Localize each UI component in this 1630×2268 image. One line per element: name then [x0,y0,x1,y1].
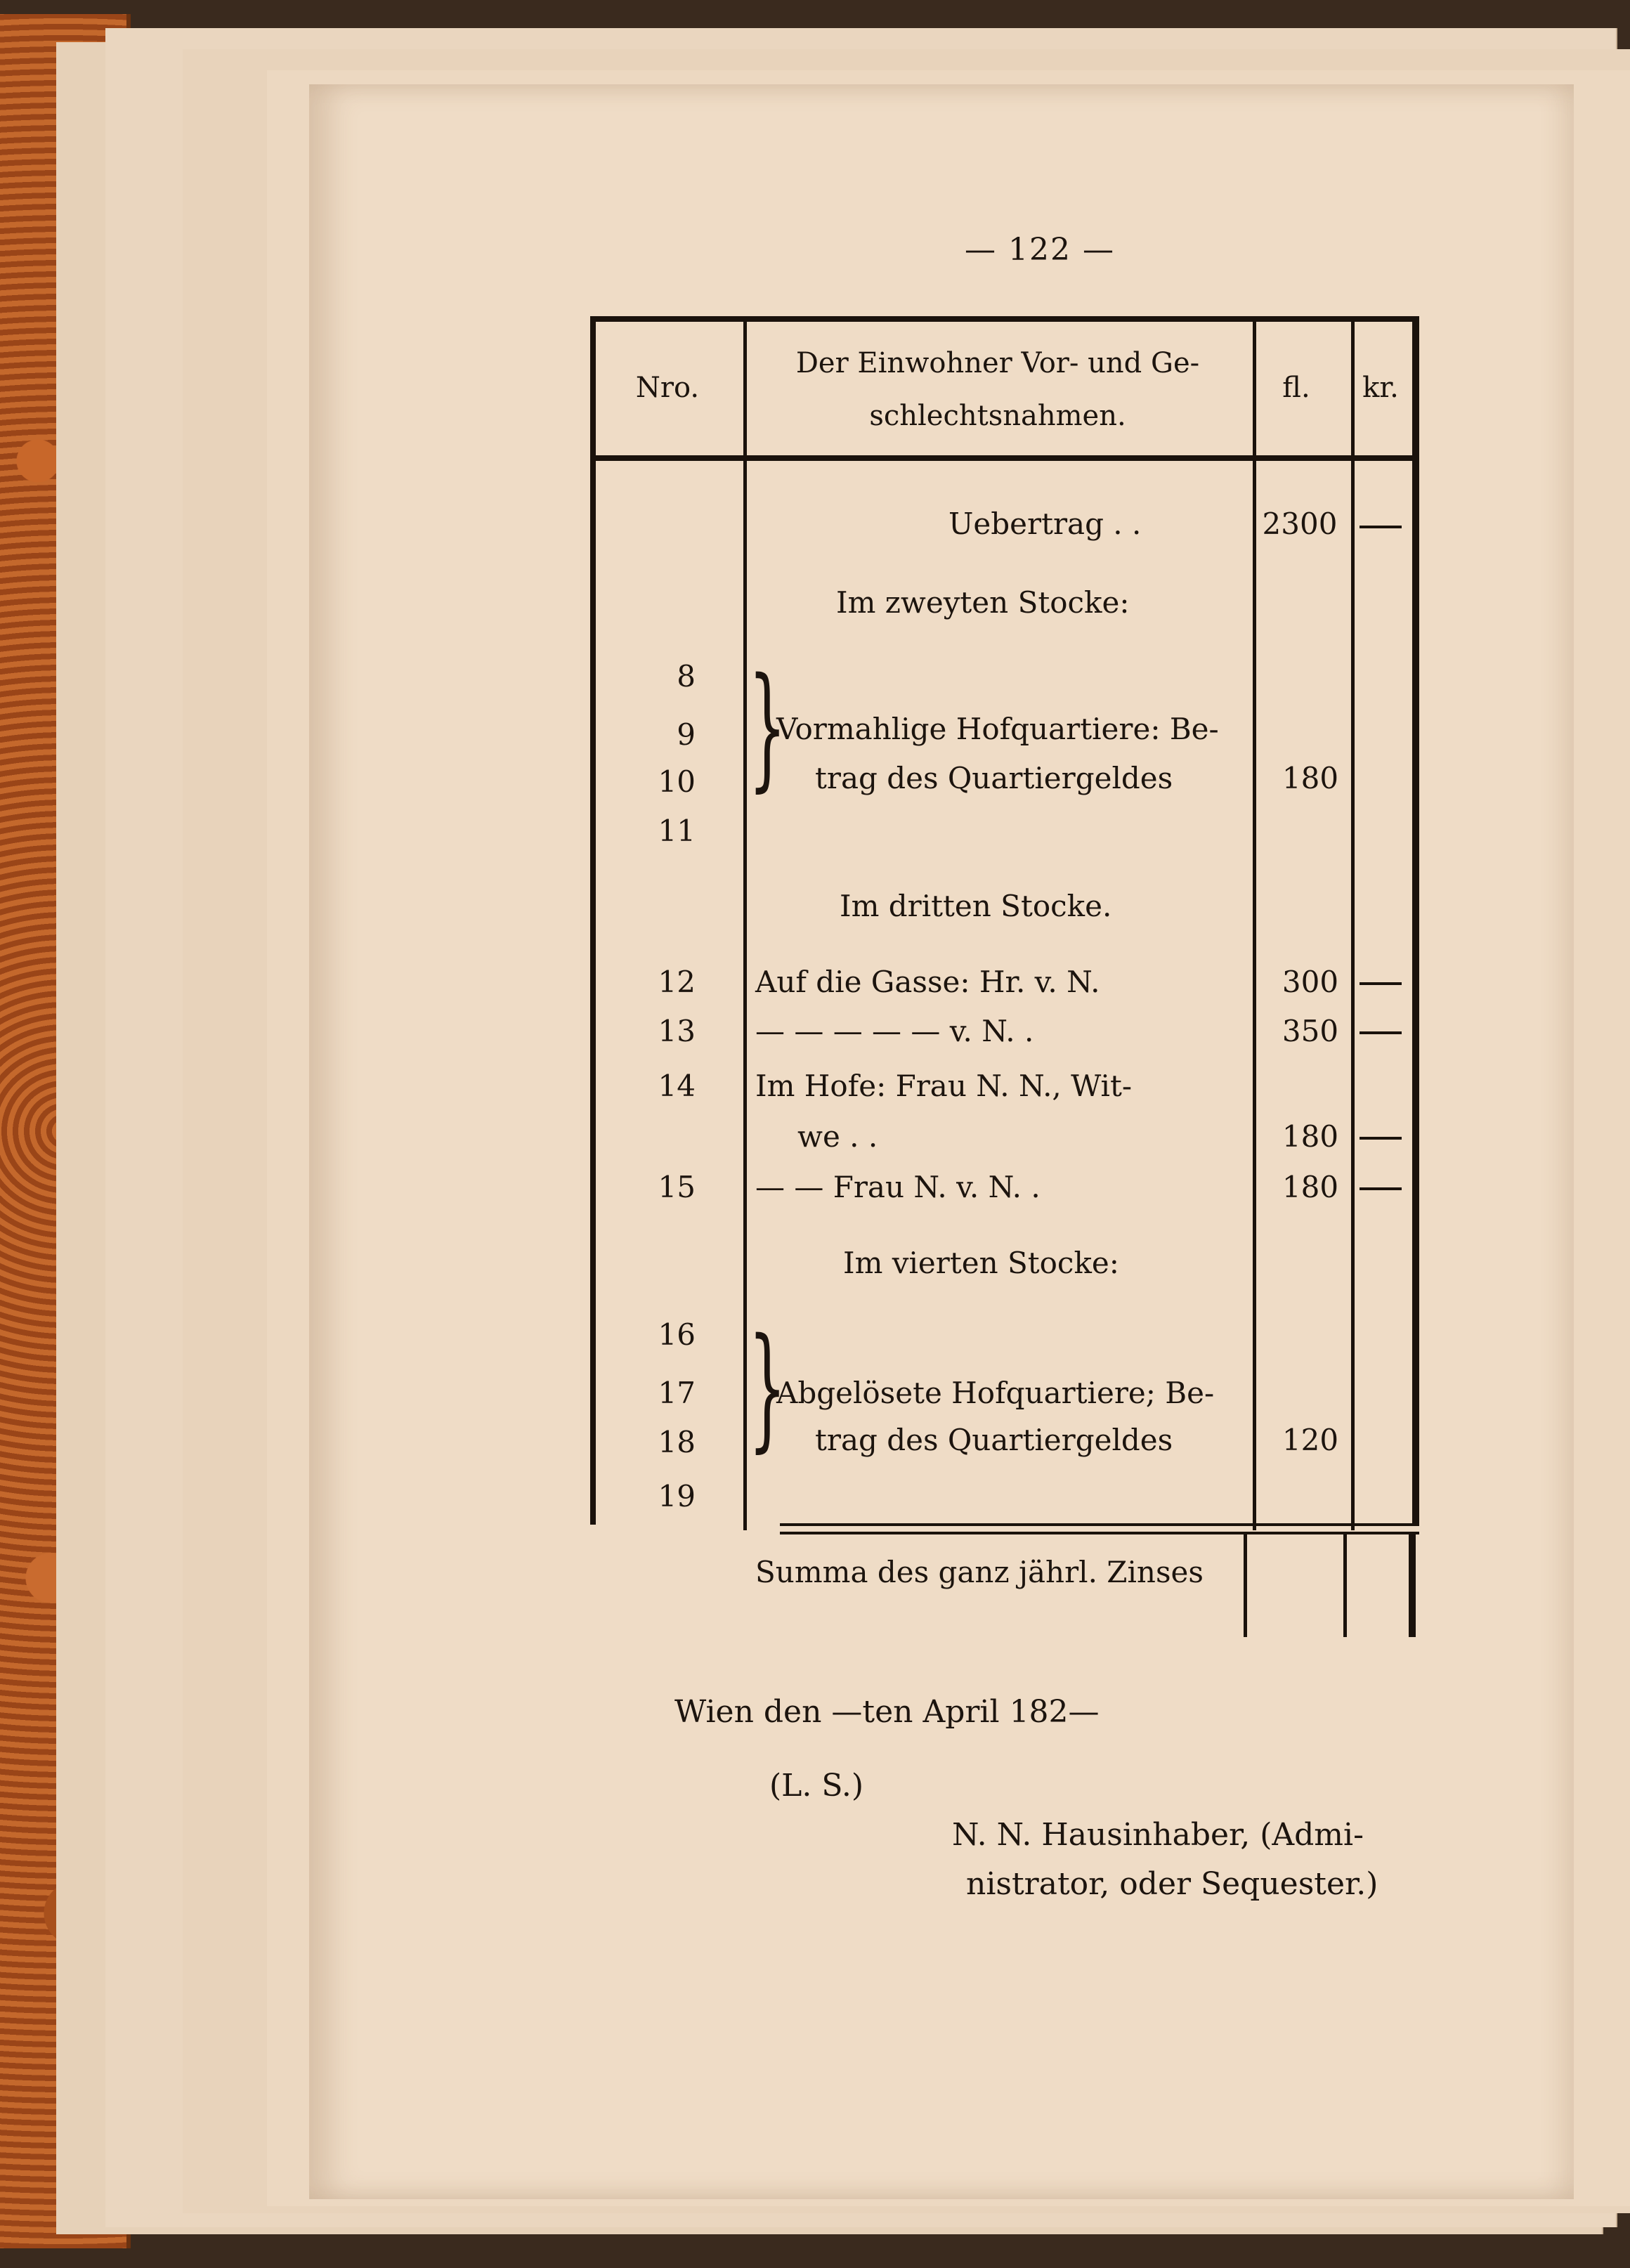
row-text: Im Hofe: Frau N. N., Wit- [755,1069,1133,1103]
row-text: we . . [797,1119,878,1154]
double-rule [780,1532,1419,1534]
uebertrag-amount: 2300 [1262,507,1338,541]
column-divider [1343,1532,1347,1637]
kr-dash [1360,982,1402,985]
signature-line2: nistrator, oder Sequester.) [966,1866,1378,1902]
brace-icon: } [748,649,787,804]
header-name-line1: Der Einwohner Vor- und Ge- [795,347,1200,379]
row-number: 19 [658,1479,696,1513]
row-text: Auf die Gasse: Hr. v. N. [755,965,1100,999]
row-number: 16 [658,1317,696,1352]
group2-amount: 120 [1282,1423,1339,1457]
kr-dash [1360,1031,1402,1034]
header-kr: kr. [1362,372,1399,404]
column-divider [1253,322,1256,1530]
column-divider [1409,1532,1416,1637]
row-number: 10 [658,764,696,799]
header-name-line2: schlechtsnahmen. [869,400,1126,432]
row-amount: 350 [1282,1014,1339,1048]
row-number: 11 [658,814,696,848]
group1-amount: 180 [1282,761,1339,795]
section-third-floor: Im dritten Stocke. [840,889,1112,923]
summa-label: Summa des ganz jährl. Zinses [755,1555,1204,1589]
row-text: — — — — — v. N. . [755,1014,1034,1048]
row-amount: 180 [1282,1170,1339,1204]
column-divider [743,322,747,1530]
header-fl: fl. [1282,372,1310,404]
row-amount: 180 [1282,1119,1339,1154]
header-rule [596,455,1412,461]
row-number: 18 [658,1425,696,1459]
row-number: 9 [677,717,696,752]
kr-dash [1360,526,1402,528]
kr-dash [1360,1187,1402,1190]
header-nr: Nro. [635,372,700,404]
column-divider [1351,322,1355,1530]
row-number: 15 [658,1170,696,1204]
double-rule [780,1523,1419,1526]
row-amount: 300 [1282,965,1339,999]
group2-line2: trag des Quartiergeldes [815,1423,1173,1457]
signature-line1: N. N. Hausinhaber, (Admi- [952,1817,1364,1853]
group1-line1: Vormahlige Hofquartiere: Be- [776,712,1219,746]
row-number: 14 [658,1069,696,1103]
date-line: Wien den —ten April 182— [674,1694,1100,1730]
page-number: — 122 — [965,232,1115,268]
row-text: — — Frau N. v. N. . [755,1170,1041,1204]
uebertrag-label: Uebertrag . . [948,507,1142,541]
section-fourth-floor: Im vierten Stocke: [843,1246,1119,1280]
row-number: 13 [658,1014,696,1048]
row-number: 17 [658,1376,696,1410]
section-second-floor: Im zweyten Stocke: [836,585,1130,620]
column-divider [1244,1532,1247,1637]
group1-line2: trag des Quartiergeldes [815,761,1173,795]
seal-mark: (L. S.) [769,1768,864,1804]
kr-dash [1360,1137,1402,1140]
row-number: 12 [658,965,696,999]
row-number: 8 [677,659,696,693]
group2-line1: Abgelösete Hofquartiere; Be- [776,1376,1215,1410]
brace-icon: } [748,1310,787,1465]
